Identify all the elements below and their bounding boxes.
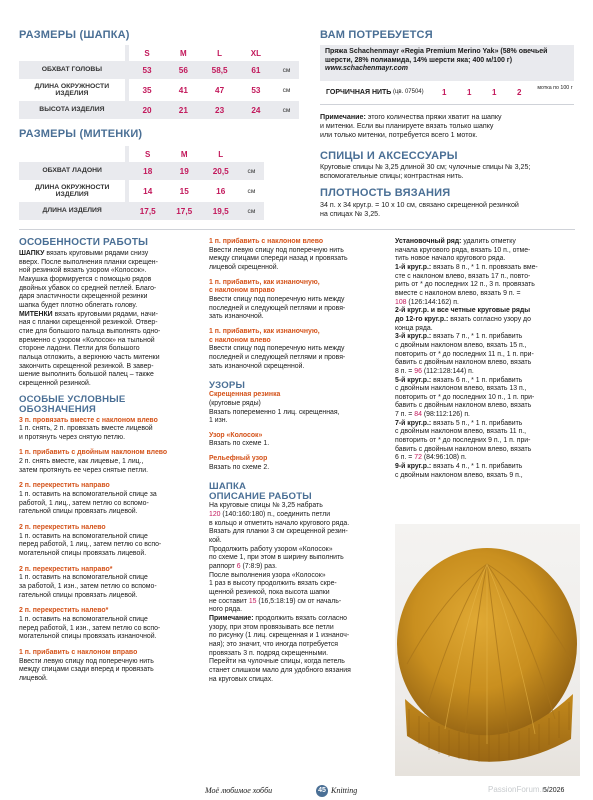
features-line: ной резинкой вязать узором «Колосок». (19, 267, 147, 275)
hat-instructions: На круговые спицы № 3,25 набрать 120 (140:160:180) п., соединить петли в кольцо и отметить начало кругового ряда. Вязать для планки 3 см скрещенной резин- кой. Продолжить работу узором «Колосок» по схеме 1, при этом в ширину выполнить раппорт 6 (7:8:9) раз. После выполнения узора «Колосок» 1 раз в высоту продолжить вязать скре- щенной резинкой, пока высота шапки не составит 15 (16,5:18:19) см от началь- ного ряда. Примечание: продолжить вязать согласно узору, при этом провязывать все петли по рисунку (1 лиц. скрещенная и 1 изнаноч- ная); это значит, что иногда потребуется провязать 3 п. подряд скрещенными. Перейти на чулочные спицы, когда петель станет слишком мало для удобного вязания на круговых спицах. (209, 502, 351, 683)
features-line: временно с узором «Колосок» на тыльной (19, 336, 155, 344)
table-cell: 18 (143, 166, 153, 176)
color-name: ГОРЧИЧНАЯ НИТЬ (326, 89, 392, 96)
features-line: вверх. После выполнения планки скрещен- (19, 258, 158, 266)
needles-title: СПИЦЫ И АКСЕССУАРЫ (320, 150, 458, 162)
divider (320, 104, 574, 105)
symbol-inc-purl-right: 1 п. прибавить, как изнаночную, с наклоном вправо Ввести спицу под поперечную нить между последней и следующей петлями и провя- зать изнаночной. (209, 278, 346, 321)
magazine-title: Моё любимое хобби (205, 786, 273, 795)
features-line: шапка будет плотно облегать голову. (19, 301, 138, 309)
symbol-entry: 1 п. прибавить с наклоном вправо Ввести левую спицу под поперечную нить между спицами сзади вперед и провязать лицевой. (19, 649, 202, 684)
color-code: (цв. 07504) (393, 89, 424, 95)
symbol-name: 2 п. перекрестить направо* (19, 565, 113, 573)
symbol-name: 2 п. перекрестить налево* (19, 607, 109, 615)
unit: см (282, 86, 291, 94)
table-cell: 53 (142, 65, 152, 75)
symbol-inc-purl-left: 1 п. прибавить, как изнаночную, с наклоном влево Ввести спицу под поперечную нить между последней и следующей петлями и провя- зать изнаночной скрещенной. (209, 327, 346, 370)
gauge-title: ПЛОТНОСТЬ ВЯЗАНИЯ (320, 187, 451, 199)
yarn-description (325, 48, 573, 74)
features-line: пальца отложить, а верхнюю часть митенки (19, 353, 160, 361)
hat-photo (395, 524, 580, 776)
pattern-name: Скрещенная резинка (209, 391, 281, 399)
symbol-inc-left: 1 п. прибавить с наклоном влево Ввести левую спицу под поперечную нить между спицами спереди назад и провязать лицевой скрещенной. (209, 238, 348, 271)
symbol-entry: 2 п. перекрестить налево* 1 п. оставить на вспомогательной спице перед работой, 1 изн., затем петлю со вспо- могательной спицы провязать изнаночной. (19, 607, 202, 642)
table-cell: 19 (179, 166, 189, 176)
page-number: 45 (316, 785, 328, 797)
size-header: M (179, 48, 187, 58)
hat-sizes-table (19, 45, 299, 119)
table-cell: 58,5 (211, 65, 228, 75)
symbol-name: 2 п. перекрестить налево (19, 524, 106, 532)
amount: 2 (517, 88, 522, 97)
table-cell: 41 (178, 85, 188, 95)
size-header: M (180, 149, 188, 159)
symbol-name: 3 п. провязать вместе с наклоном влево (19, 416, 158, 424)
unit: см (247, 187, 256, 195)
features-text (19, 250, 202, 389)
features-line: Макушка формируется с помощью рядов (19, 275, 152, 283)
amount: 1 (467, 88, 472, 97)
symbols-list (19, 417, 202, 684)
features-line: двойных убавок со средней петлей. Благо- (19, 284, 157, 292)
needles-text: Круговые спицы № 3,25 длиной 30 см; чулочные спицы № 3,25; вспомогательные спицы; контрастная нить. (320, 163, 531, 180)
table-cell: 53 (251, 85, 261, 95)
features-line: стие для большого пальца выполнять одно- (19, 327, 161, 335)
mitts-sizes-title: РАЗМЕРЫ (МИТЕНКИ) (19, 128, 143, 140)
yarn-url: www.schachenmayr.com (325, 65, 408, 73)
hat-title: ШАПКА ОПИСАНИЕ РАБОТЫ (209, 481, 312, 503)
row-label: ОБХВАТ ГОЛОВЫ (41, 66, 102, 74)
table-cell: 14 (143, 186, 153, 196)
watermark: PassionForum.ru (488, 785, 549, 794)
gauge-text: 34 п. x 34 круг.р. = 10 x 10 см, связано скрещенной резинкой на спицах № 3,25. (320, 201, 519, 218)
pattern-name: Узор «Колосок» (209, 431, 263, 439)
symbol-entry: 2 п. перекрестить направо 1 п. оставить на вспомогательной спице за работой, 1 лиц., затем петлю со вспомо- гательной спицы провязать лицевой. (19, 482, 202, 517)
features-line: скрещенной резинкой. (19, 379, 91, 387)
table-cell: 61 (251, 65, 261, 75)
features-line: закончить скрещенной резинкой. В завер- (19, 362, 154, 370)
column-3: Установочный ряд: удалить отметку начала кругового ряда, вязать 10 п., отме- тить новое начало кругового ряда. 1-й круг.р.: вязать 8 п., * 1 п. провязать вме- сте с наклоном влево, вязать 17 п., повто- рить от * до последних 12 п., 3 п. провязать вместе с наклоном влево, вязать 9 п. = 108 (126:144:162) п. 2-й круг.р. и все четные круговые ряды до 12-го круг.р.: вязать согласно узору до конца ряда. 3-й круг.р.: вязать 7 п., * 1 п. прибавить с двойным наклоном влево, вязать 15 п., повторить от * до последних 11 п., 1 п. при- бавить с двойным наклоном влево, вязать 8 п. = 96 (112:128:144) п. 5-й круг.р.: вязать 6 п., * 1 п. прибавить с двойным наклоном влево, вязать 13 п., повторить от * до последних 10 п., 1 п. при- бавить с двойным наклоном влево, вязать 7 п. = 84 (98:112:126) п. 7-й круг.р.: вязать 5 п., * 1 п. прибавить с двойным наклоном влево, вязать 11 п., повторить от * до последних 9 п., 1 п. при- бавить с двойным наклоном влево, вязать 6 п. = 72 (84:96:108) п. 9-й круг.р.: вязать 4 п., * 1 п. прибавить с двойным наклоном влево, вязать 9 п., (395, 238, 538, 479)
yarn-line: Пряжа Schachenmayr «Regia Premium Merino Yak» (58% овечьей (325, 48, 548, 55)
column-2: 1 п. прибавить с наклоном влево Ввести левую спицу под поперечную нить между спицами спереди назад и провязать лицевой скрещенной. 1 п. прибавить, как изнаночную, с наклоном вправо Ввести спицу под поперечную нить между последней и следующей петлями и провя- зать изнаночной. 1 п. прибавить, как изнаночную, с наклоном влево Ввести спицу под поперечную нить между последней и следующей петлями и провя- зать изнаночной скрещенной. УЗОРЫ Скрещенная резинка (круговые ряды) Вязать попеременно 1 лиц. скрещенная, 1 изн. Узор «Колосок» Вязать по схеме 1. Рельефный узор Вязать по схеме 2. ШАПКА ОПИСАНИЕ РАБОТЫ На круговые спицы № 3,25 набрать 120 (140:160:180) п., соединить петли в кольцо и отметить начало кругового ряда. Вязать для планки 3 см скрещенной резин- кой. Продолжить работу узором «Колосок» по схеме 1, при этом в ширину выполнить раппорт 6 (7:8:9) раз. После выполнения узора «Колосок» 1 раз в высоту продолжить вязать скре- щенной резинкой, пока высота шапки не составит 15 (16,5:18:19) см от началь- ного ряда. Примечание: продолжить вязать согласно узору, при этом провязывать все петли по рисунку (1 лиц. скрещенная и 1 изнаноч- ная); это значит, что иногда потребуется провязать 3 п. подряд скрещенными. Перейти на чулочные спицы, когда петель станет слишком мало для удобного вязания на круговых спицах. (209, 238, 389, 684)
table-cell: 24 (251, 105, 261, 115)
table-cell: 15 (179, 186, 189, 196)
size-header: L (217, 48, 223, 58)
row-label: ДЛИНА ОКРУЖНОСТИ ИЗДЕЛИЯ (34, 82, 110, 97)
table-cell: 20 (142, 105, 152, 115)
row-label: ВЫСОТА ИЗДЕЛИЯ (39, 106, 105, 114)
table-cell: 16 (216, 186, 226, 196)
symbol-name: 1 п. прибавить с наклоном вправо (19, 648, 138, 656)
row-label: ДЛИНА ОКРУЖНОСТИ ИЗДЕЛИЯ (34, 183, 110, 198)
table-cell: 23 (215, 105, 225, 115)
yarn-line: шерсти, 28% полиамида, 14% шерсти яка; 400 м/100 г) (325, 56, 513, 64)
symbol-entry: 2 п. перекрестить направо* 1 п. оставить на вспомогательной спице за работой, 1 изн., затем петлю со вспомо- гательной спицы провязать лицевой. (19, 566, 202, 601)
unit: см (247, 207, 256, 215)
amount: 1 (492, 88, 497, 97)
symbol-entry: 1 п. прибавить с двойным наклоном влево 2 п. снять вместе, как лицевые, 1 лиц., затем протянуть ее через снятые петли. (19, 449, 202, 475)
features-line: даря эластичности скрещенной резинки (19, 293, 148, 301)
mitts-sizes-table (19, 146, 264, 220)
symbol-entry: 2 п. перекрестить налево 1 п. оставить на вспомогательной спице перед работой, 1 лиц., затем петлю со вспо- могательной спицы провязать лицевой. (19, 524, 202, 559)
hat-sizes-title: РАЗМЕРЫ (ШАПКА) (19, 29, 130, 41)
row-label: ДЛИНА ИЗДЕЛИЯ (42, 207, 102, 215)
table-cell: 17,5 (139, 206, 156, 216)
column-1 (19, 238, 202, 684)
features-line: стороне ладони. Петли для большого (19, 345, 140, 353)
amount-unit: мотка по 100 г (537, 85, 573, 91)
size-header: S (145, 149, 151, 159)
features-title: ОСОБЕННОСТИ РАБОТЫ (19, 237, 149, 248)
size-header: S (144, 48, 150, 58)
materials-note: Примечание: этого количества пряжи хватит на шапку и митенки. Если вы планируете вязать только шапку или только митенки, потребуется всего 1 моток. (320, 113, 502, 139)
unit: см (282, 66, 291, 74)
color-row (320, 83, 574, 103)
pattern-name: Рельефный узор (209, 455, 268, 463)
features-line: ная с планки скрещенной резинкой. Отвер- (19, 319, 158, 327)
features-line: шение выполнить большой палец – также (19, 371, 154, 379)
table-cell: 19,5 (212, 206, 229, 216)
symbol-name: 1 п. прибавить с двойным наклоном влево (19, 449, 168, 457)
table-cell: 20,5 (212, 166, 229, 176)
table-cell: 47 (215, 85, 225, 95)
amount: 1 (442, 88, 447, 97)
unit: см (282, 106, 291, 114)
knitted-hat-image (395, 524, 580, 776)
table-cell: 21 (178, 105, 188, 115)
size-header: L (218, 149, 224, 159)
symbol-entry: 3 п. провязать вместе с наклоном влево 1 п. снять, 2 п. провязать вместе лицевой и протянуть через снятую петлю. (19, 417, 202, 443)
size-header: XL (250, 48, 261, 58)
section-divider (19, 229, 575, 230)
symbols-title: ОСОБЫЕ УСЛОВНЫЕ ОБОЗНАЧЕНИЯ (19, 393, 126, 415)
symbol-name: 2 п. перекрестить направо (19, 482, 110, 490)
issue-number: 5/2026 (543, 787, 565, 794)
unit: см (247, 167, 256, 175)
features-line: ШАПКУ вязать круговыми рядами снизу (19, 250, 149, 257)
features-line: МИТЕНКИ вязать круговыми рядами, начи- (19, 310, 158, 318)
brand-name: Knitting (331, 786, 358, 795)
materials-title: ВАМ ПОТРЕБУЕТСЯ (320, 29, 433, 41)
table-cell: 17,5 (176, 206, 193, 216)
row-label: ОБХВАТ ЛАДОНИ (42, 167, 102, 175)
table-cell: 35 (142, 85, 152, 95)
patterns-title: УЗОРЫ (209, 380, 246, 392)
table-cell: 56 (178, 65, 188, 75)
